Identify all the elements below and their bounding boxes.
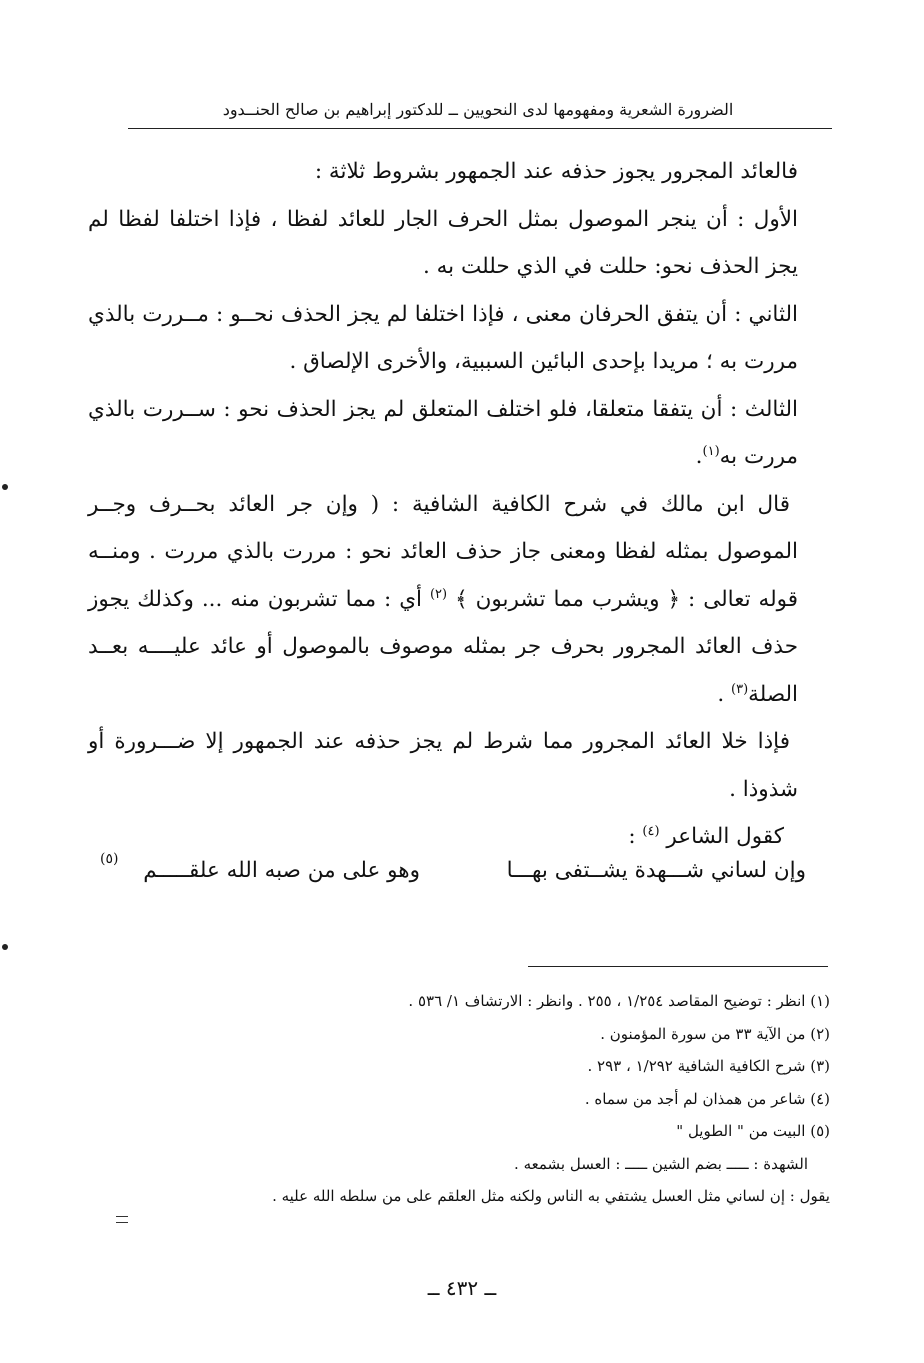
poetry-verse bbox=[100, 846, 806, 896]
third-condition-text: الثالث : أن يتفقا متعلقا، فلو اختلف المتعلق لم يجز الحذف نحو : ســررت بالذي مررت به bbox=[88, 396, 798, 469]
footnotes bbox=[120, 985, 830, 1213]
period: . bbox=[717, 681, 732, 707]
footnote-ref-1: (١) bbox=[702, 443, 720, 459]
footnote-4: (٤) شاعر من همذان لم أجد من سماه . bbox=[584, 1089, 830, 1108]
footnote-3: (٣) شرح الكافية الشافية ١/٢٩٢ ، ٢٩٣ . bbox=[587, 1057, 830, 1075]
paragraph-third-condition bbox=[88, 386, 798, 481]
main-text bbox=[88, 148, 798, 861]
footnote-5-meaning: يقول : إن لساني مثل العسل يشتفي به الناس ولكنه مثل العلقم على من سلطه الله عليه . bbox=[272, 1187, 830, 1205]
footnote-5-gloss: الشهدة : ـــــ بضم الشين ـــــ : العسل بشمعه . bbox=[514, 1154, 808, 1173]
ibn-malik-text-1: قال ابن مالك في شرح الكافية الشافية : ( وإن جر العائد بحــرف وجــر الموصول بمثله لفظا ومعنى جاز حذف العائد نحو : مررت بالذي مررت . ومنــه قوله تعالى : ﴿ ويشرب مما تشربون ﴾ bbox=[88, 491, 798, 612]
paragraph-ibn-malik bbox=[88, 481, 798, 719]
colon: : bbox=[628, 824, 643, 849]
running-header: الضرورة الشعرية ومفهومها لدى النحويين ــ للدكتور إبراهيم بن صالح الحنــدود bbox=[222, 100, 734, 119]
footnote-2: (٢) من الآية ٣٣ من سورة المؤمنون . bbox=[600, 1024, 830, 1043]
footnote-ref-3: (٣) bbox=[731, 681, 749, 697]
verse-second-hemistich: وهو على من صبه الله علقـــــم bbox=[143, 858, 420, 883]
paragraph-first-condition: الأول : أن ينجر الموصول بمثل الحرف الجار للعائد لفظا ، فإذا اختلفا لفظا لم يجز الحذف نحو: حللت في الذي حللت به . bbox=[88, 206, 798, 279]
margin-dot bbox=[2, 944, 8, 950]
paragraph-intro: فالعائد المجرور يجوز حذفه عند الجمهور بشروط ثلاثة : bbox=[314, 159, 798, 184]
footnote-ref-5: (٥) bbox=[100, 851, 119, 867]
poet-intro: كقول الشاعر bbox=[666, 824, 784, 849]
page-number: ــ ٤٣٢ ــ bbox=[427, 1276, 497, 1300]
footnote-1: (١) انظر : توضيح المقاصد ١/٢٥٤ ، ٢٥٥ . وانظر : الارتشاف ١/ ٥٣٦ . bbox=[408, 992, 830, 1010]
paragraph-necessity: فإذا خلا العائد المجرور مما شرط لم يجز حذفه عند الجمهور إلا ضـــرورة أو شذوذا . bbox=[88, 729, 798, 802]
margin-tick-mark bbox=[116, 1216, 128, 1223]
verse-first-hemistich: وإن لساني شـــهدة يشــتفى بهـــا bbox=[506, 858, 806, 883]
footnote-ref-2: (٢) bbox=[429, 586, 448, 602]
footnote-ref-4: (٤) bbox=[642, 823, 660, 839]
footnote-separator bbox=[528, 966, 828, 967]
period: . bbox=[695, 444, 703, 469]
header-rule bbox=[128, 128, 832, 129]
footnote-5: (٥) البيت من " الطويل " bbox=[676, 1122, 830, 1140]
paragraph-second-condition: الثاني : أن يتفق الحرفان معنى ، فإذا اختلفا لم يجز الحذف نحــو : مــررت بالذي مررت به ؛ مريدا بإحدى البائين السببية، والأخرى الإلصاق . bbox=[88, 301, 798, 374]
margin-dot bbox=[2, 484, 8, 490]
ibn-malik-text-2: أي : مما تشربون منه ... وكذلك يجوز حذف العائد المجرور بحرف جر بمثله موصوف بالموصول أو عائد عليــــه بعــد الصلة bbox=[88, 586, 798, 707]
